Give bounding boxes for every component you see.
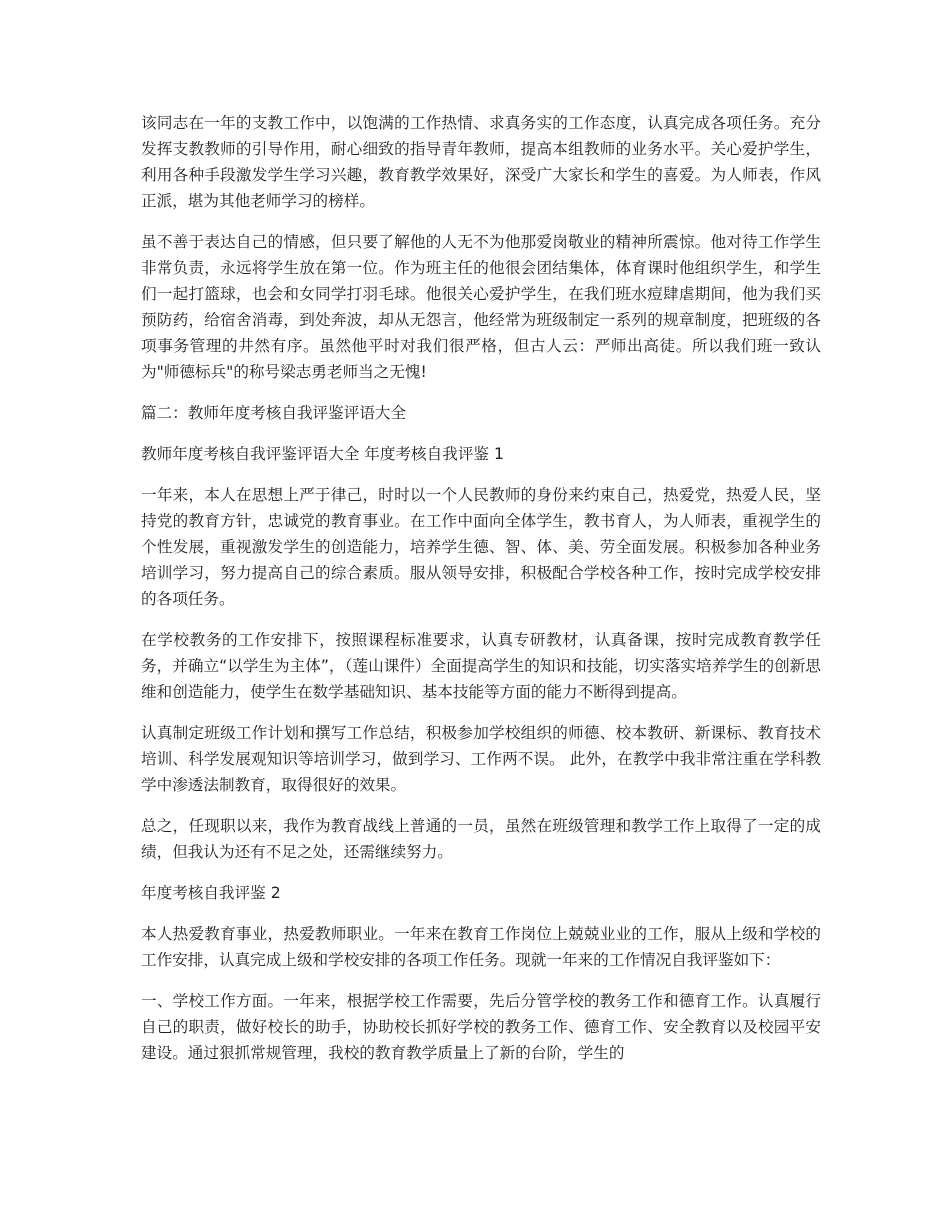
paragraph-1: 该同志在一年的支教工作中，以饱满的工作热情、求真务实的工作态度，认真完成各项任务。充分发挥支教教师的引导作用，耐心细致的指导青年教师，提高本组教师的业务水平。关心爱护学生，利用各种手段激发学生学习兴趣，教育教学效果好，深受广大家长和学生的喜爱。为人师表，作风正派，堪为其他老师学习的榜样。 <box>141 114 821 210</box>
paragraph-6: 总之，任现职以来，我作为教育战线上普通的一员，虽然在班级管理和教学工作上取得了一定的成绩，但我认为还有不足之处，还需继续努力。 <box>141 817 821 861</box>
paragraph-5: 认真制定班级工作计划和撰写工作总结，积极参加学校组织的师德、校本教研、新课标、教育技术培训、科学发展观知识等培训学习，做到学习、工作两不误。 此外，在教学中我非常注重在学科教学中渗透法制教育，取得很好的效果。 <box>141 724 821 794</box>
section-heading-part-two: 篇二：教师年度考核自我评鉴评语大全 <box>141 404 407 422</box>
paragraph-2: 虽不善于表达自己的情感，但只要了解他的人无不为他那爱岗敬业的精神所震惊。他对待工作学生非常负责，永远将学生放在第一位。作为班主任的他很会团结集体，体育课时他组织学生，和学生们一起打篮球，也会和女同学打羽毛球。他很关心爱护学生，在我们班水痘肆虐期间，他为我们买预防药，给宿舍消毒，到处奔波，却从无怨言，他经常为班级制定一系列的规章制度，把班级的各项事务管理的井然有序。虽然他平时对我们很严格，但古人云：严师出高徒。所以我们班一致认为"师德标兵"的称号梁志勇老师当之无愧! <box>141 233 821 381</box>
paragraph-8: 一、学校工作方面。一年来，根据学校工作需要，先后分管学校的教务工作和德育工作。认真履行自己的职责，做好校长的助手，协助校长抓好学校的教务工作、德育工作、安全教育以及校园平安建设。通过狠抓常规管理，我校的教育教学质量上了新的台阶，学生的 <box>141 992 821 1062</box>
paragraph-7: 本人热爱教育事业，热爱教师职业。一年来在教育工作岗位上兢兢业业的工作，服从上级和学校的工作安排，认真完成上级和学校安排的各项工作任务。现就一年来的工作情况自我评鉴如下： <box>141 925 821 969</box>
section-subheading-1: 教师年度考核自我评鉴评语大全 年度考核自我评鉴 1 <box>141 445 504 463</box>
paragraph-4: 在学校教务的工作安排下，按照课程标准要求，认真专研教材，认真备课，按时完成教育教学任务，并确立“以学生为主体”，（莲山课件）全面提高学生的知识和技能，切实落实培养学生的创新思维和创造能力，使学生在数学基础知识、基本技能等方面的能力不断得到提高。 <box>141 631 821 701</box>
section-subheading-2: 年度考核自我评鉴 2 <box>141 884 281 902</box>
document-body <box>141 110 821 1081</box>
paragraph-3: 一年来，本人在思想上严于律己，时时以一个人民教师的身份来约束自己，热爱党，热爱人民，坚持党的教育方针，忠诚党的教育事业。在工作中面向全体学生，教书育人，为人师表，重视学生的个性发展，重视激发学生的创造能力，培养学生德、智、体、美、劳全面发展。积极参加各种业务培训学习，努力提高自己的综合素质。服从领导安排，积极配合学校各种工作，按时完成学校安排的各项任务。 <box>141 486 821 608</box>
